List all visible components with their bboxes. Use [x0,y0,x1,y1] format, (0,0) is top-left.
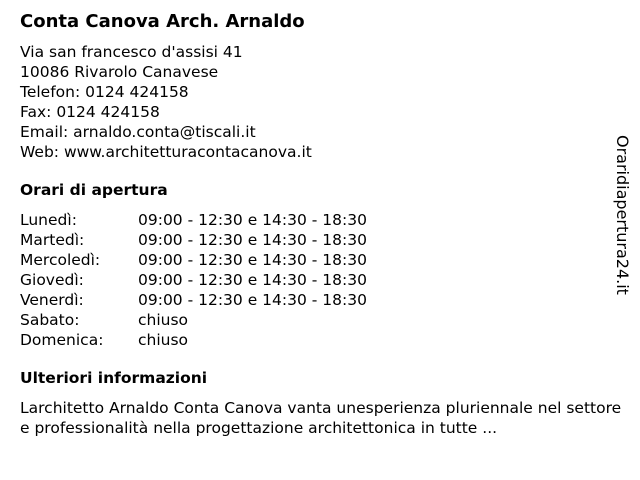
website: Web: www.architetturacontacanova.it [20,143,312,161]
day-hours: chiuso [138,311,189,329]
hours-row-monday [20,210,620,230]
contact-block [20,42,620,162]
opening-hours-heading: Orari di apertura [20,181,168,199]
address-street: Via san francesco d'assisi 41 [20,43,243,61]
watermark-text: Oraridiapertura24.it [613,135,632,295]
hours-row-wednesday [20,250,620,270]
hours-row-thursday [20,270,620,290]
opening-hours-table [20,210,620,350]
day-label: Lunedì: [20,211,77,229]
day-hours: 09:00 - 12:30 e 14:30 - 18:30 [138,231,367,249]
day-hours: chiuso [138,331,189,349]
day-hours: 09:00 - 12:30 e 14:30 - 18:30 [138,251,367,269]
day-label: Giovedì: [20,271,84,289]
day-hours: 09:00 - 12:30 e 14:30 - 18:30 [138,211,367,229]
hours-row-friday [20,290,620,310]
more-info-heading: Ulteriori informazioni [20,369,208,387]
business-name: Conta Canova Arch. Arnaldo [20,11,305,32]
email-address: Email: arnaldo.conta@tiscali.it [20,123,256,141]
day-label: Venerdì: [20,291,84,309]
day-hours: 09:00 - 12:30 e 14:30 - 18:30 [138,291,367,309]
fax-number: Fax: 0124 424158 [20,103,160,121]
description-text: Larchitetto Arnaldo Conta Canova vanta unesperienza pluriennale nel settore e professionalità nella progettazione architettonica in tutte ... [20,399,622,437]
day-label: Sabato: [20,311,80,329]
hours-row-saturday [20,310,620,330]
day-label: Mercoledì: [20,251,101,269]
hours-row-tuesday [20,230,620,250]
hours-row-sunday [20,330,620,350]
address-city: 10086 Rivarolo Canavese [20,63,219,81]
day-label: Domenica: [20,331,104,349]
day-label: Martedì: [20,231,85,249]
day-hours: 09:00 - 12:30 e 14:30 - 18:30 [138,271,367,289]
phone-number: Telefon: 0124 424158 [20,83,189,101]
business-card [20,10,620,438]
